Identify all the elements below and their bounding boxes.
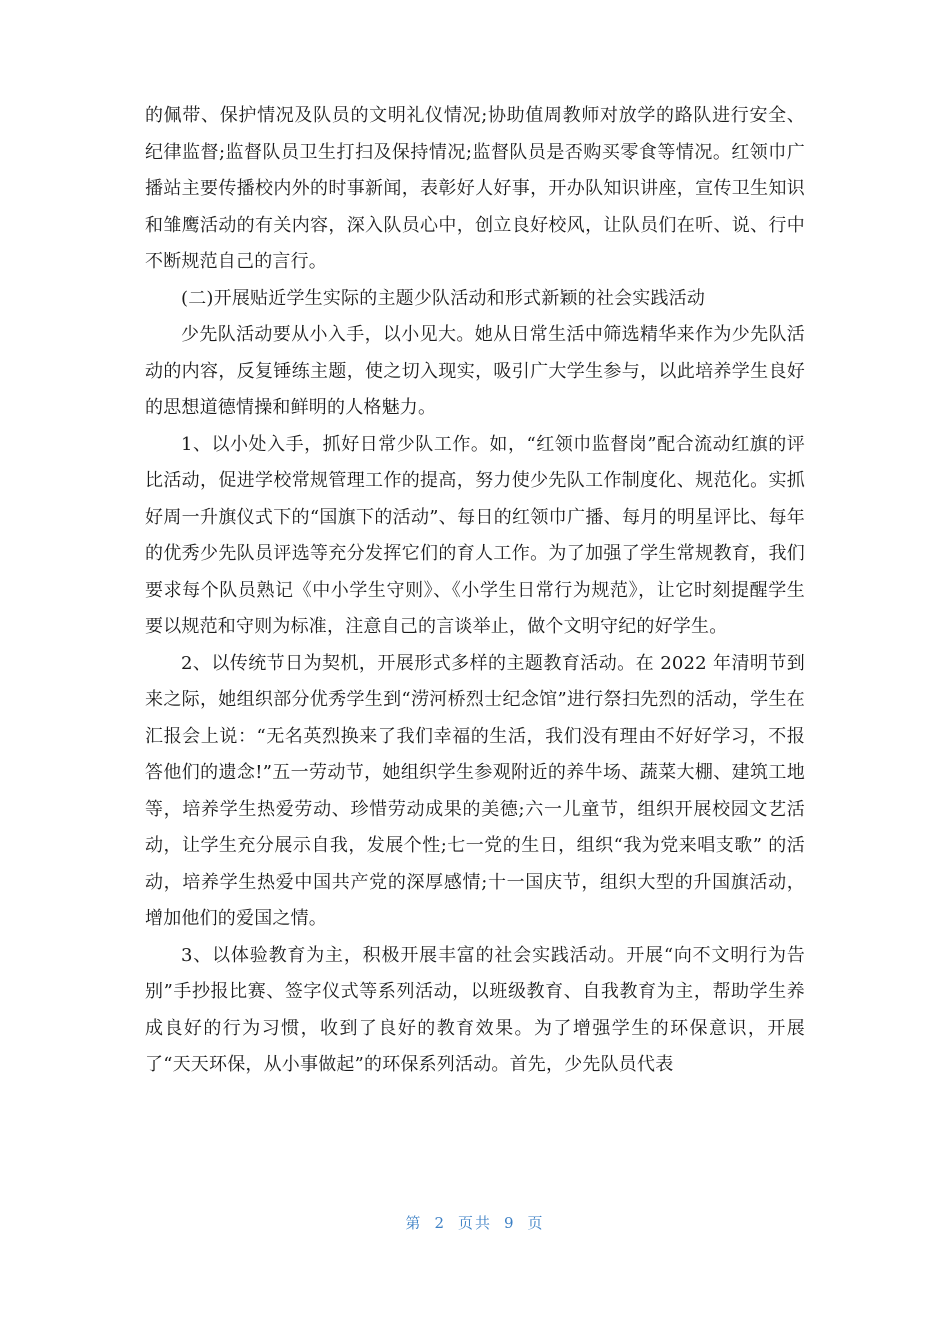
paragraph-3: 1、以小处入手，抓好日常少队工作。如，“红领巾监督岗”配合流动红旗的评比活动，促进学校常规管理工作的提高，努力使少先队工作制度化、规范化。实抓好周一升旗仪式下的“国旗下的活动”、每日的红领巾广播、每月的明星评比、每年的优秀少先队员评选等充分发挥它们的育人工作。为了加强了学生常规教育，我们要求每个队员熟记《中小学生守则》、《小学生日常行为规范》，让它时刻提醒学生要以规范和守则为标准，注意自己的言谈举止，做个文明守纪的好学生。: [145, 433, 805, 637]
footer-total-pages: 9: [504, 1214, 516, 1232]
footer-current-page: 2: [434, 1214, 446, 1232]
section-heading: (二)开展贴近学生实际的主题少队活动和形式新颖的社会实践活动: [181, 287, 706, 309]
footer-middle: 页共: [457, 1214, 492, 1232]
paragraph-5: 3、以体验教育为主，积极开展丰富的社会实践活动。开展“向不文明行为告别”手抄报比赛、签字仪式等系列活动，以班级教育、自我教育为主，帮助学生养成良好的行为习惯，收到了良好的教育效果。为了增强学生的环保意识，开展了“天天环保，从小事做起”的环保系列活动。首先，少先队员代表: [145, 944, 805, 1075]
document-body: [145, 98, 805, 1084]
paragraph-1: 的佩带、保护情况及队员的文明礼仪情况;协助值周教师对放学的路队进行安全、纪律监督;监督队员卫生打扫及保持情况;监督队员是否购买零食等情况。红领巾广播站主要传播校内外的时事新闻，表彰好人好事，开办队知识讲座，宣传卫生知识和雏鹰活动的有关内容，深入队员心中，创立良好校风，让队员们在听、说、行中不断规范自己的言行。: [145, 105, 805, 272]
paragraph-2: 少先队活动要从小入手，以小见大。她从日常生活中筛选精华来作为少先队活动的内容，反复锤练主题，使之切入现实，吸引广大学生参与，以此培养学生良好的思想道德情操和鲜明的人格魅力。: [145, 324, 805, 418]
footer-suffix: 页: [527, 1214, 545, 1232]
paragraph-4: 2、以传统节日为契机，开展形式多样的主题教育活动。在 2022 年清明节到来之际，她组织部分优秀学生到“涝河桥烈士纪念馆”进行祭扫先烈的活动，学生在汇报会上说：“无名英烈换来了我们幸福的生活，我们没有理由不好好学习，不报答他们的遗念!”五一劳动节，她组织学生参观附近的养牛场、蔬菜大棚、建筑工地等，培养学生热爱劳动、珍惜劳动成果的美德;六一儿童节，组织开展校园文艺活动，让学生充分展示自我，发展个性;七一党的生日，组织“我为党来唱支歌” 的活动，培养学生热爱中国共产党的深厚感情;十一国庆节，组织大型的升国旗活动，增加他们的爱国之情。: [145, 652, 805, 929]
page-footer: [0, 1212, 950, 1233]
footer-prefix: 第: [405, 1214, 423, 1232]
